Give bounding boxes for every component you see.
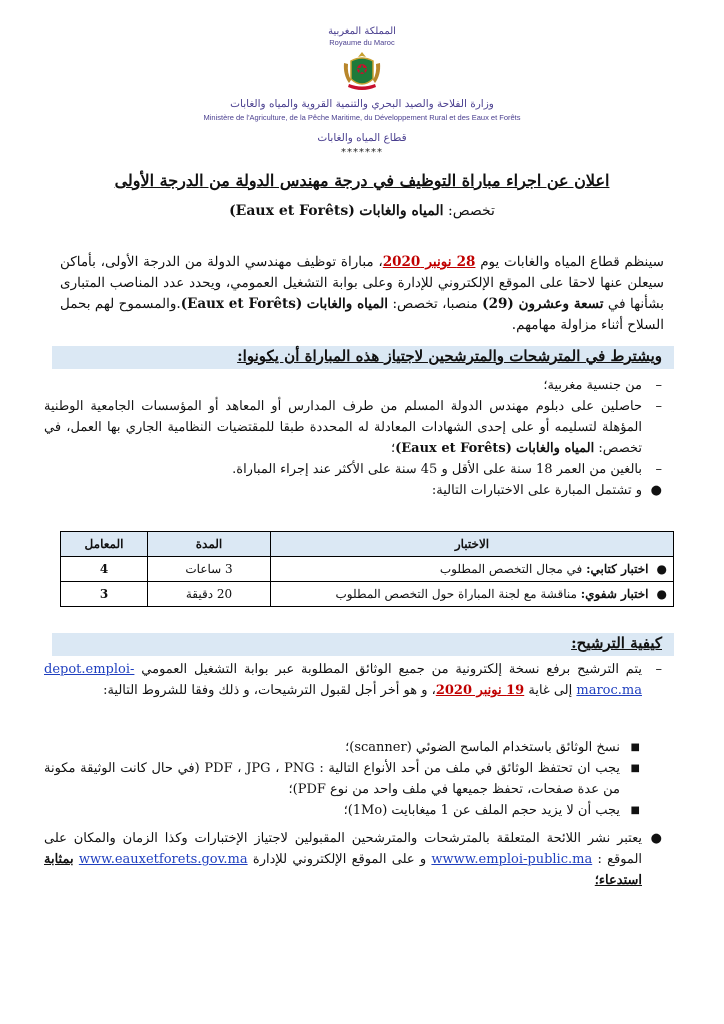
condition-item: – حاصلين على دبلوم مهندس الدولة المسلم من طرف المدارس أو المعاهد أو المؤسسات الجامعية الوطنية المؤهلة لتسليمه أو على إحدى الشهادات المعادلة له المحددة طبقا للمقتضيات النظامية الجاري بها العمل، في تخصص: المياه والغابات (Eaux et Forêts)؛: [44, 399, 662, 456]
application-list: [44, 659, 664, 701]
rule-item: ■ يجب ان تحتفظ الوثائق في ملف من أحد الأنواع التالية : PDF ، JPG ، PNG (في حال كانت الوثيقة مكونة من عدة صفحات، تحفظ جميعها في ملف واحد من نوع PDF)؛: [44, 761, 640, 797]
specialty-line: [0, 203, 724, 219]
deadline-date: 19 نونبر 2020: [435, 683, 525, 698]
sector-name: قطاع المياه والغابات: [317, 132, 407, 144]
application-heading: كيفية الترشيح:: [571, 634, 662, 652]
depot-emploi-link[interactable]: depot.emploi-maroc.ma: [44, 662, 642, 698]
header-duration: المدة: [148, 532, 271, 557]
intro-specialty: المياه والغابات: [306, 296, 389, 312]
table-row: ●اختبار كتابي: في مجال التخصص المطلوب 3 ساعات 4: [61, 557, 674, 582]
ministry-name-arabic: وزارة الفلاحة والصيد البحري والتنمية القروية والمياه والغابات: [230, 98, 494, 110]
rule-item: ■ يجب أن لا يزيد حجم الملف عن 1 ميغابايت (1Mo)؛: [343, 803, 640, 818]
condition-item: – بالغين من العمر 18 سنة على الأقل و 45 سنة على الأكثر عند إجراء المباراة.: [232, 462, 662, 477]
specialty-value: المياه والغابات: [359, 203, 444, 219]
separator-stars: *******: [341, 147, 383, 158]
intro-paragraph: [60, 252, 664, 336]
header-coef: المعامل: [61, 532, 148, 557]
exams-table: [60, 531, 674, 607]
page-title: اعلان عن اجراء مباراة التوظيف في درجة مهندس الدولة من الدرجة الأولى: [114, 171, 610, 190]
eauxetforets-link[interactable]: www.eauxetforets.gov.ma: [78, 852, 248, 867]
positions-count: تسعة وعشرون (29): [482, 296, 604, 312]
publication-list: [44, 828, 664, 891]
application-rules-list: [44, 737, 664, 821]
table-row: ●اختبار شفوي: مناقشة مع لجنة المباراة حول التخصص المطلوب 20 دقيقة 3: [61, 582, 674, 607]
header-exam: الاختبار: [271, 532, 674, 557]
publication-item: ● يعتبر نشر اللائحة المتعلقة بالمترشحات والمترشحين المقبولين لاجتياز الإختبارات وكذا الزمان والمكان على الموقع : wwww.emploi-public.ma و على الموقع الإلكتروني للإدارة www.eauxetforets.gov.ma بمثابة استدعاء؛: [44, 831, 662, 888]
intro-text-4: .والمسموح لهم بحمل السلاح أثناء مزاولة مهامهم.: [60, 296, 664, 333]
emploi-public-link[interactable]: wwww.emploi-public.ma: [431, 852, 593, 867]
table-header-row: [61, 532, 674, 557]
conditions-heading: ويشترط في المترشحات والمترشحين لاجتياز هذه المباراة أن يكونوا:: [237, 347, 662, 365]
application-item: – يتم الترشيح برفع نسخة إلكترونية من جميع الوثائق المطلوبة عبر بوابة التشغيل العمومي depot.emploi-maroc.ma إلى غاية 19 نونبر 2020، و هو أخر أجل لقبول الترشيحات، و ذلك وفقا للشروط التالية:: [44, 662, 662, 698]
intro-text-2: ، مباراة توظيف مهندسي الدولة من الدرجة الأولى، بأماكن سيعلن عنها لاحقا على الموقع الإلكتروني للإدارة وعلى بوابة التشغيل العمومي، ويحدد عدد المناصب المتبارى بشأنها في: [60, 254, 665, 312]
kingdom-name-french: Royaume du Maroc: [329, 38, 395, 47]
condition-item: – من جنسية مغربية؛: [543, 378, 662, 393]
kingdom-name-arabic: المملكة المغربية: [328, 26, 396, 37]
exam-date: 28 نونبر 2020: [382, 254, 476, 270]
intro-text-3: منصبا، تخصص:: [392, 296, 478, 312]
intro-text-1: سينظم قطاع المياه والغابات يوم: [480, 254, 664, 270]
intro-specialty-french: (Eaux et Forêts): [180, 296, 303, 312]
exams-intro: ● و تشتمل المبارة على الاختبارات التالية:: [431, 483, 662, 498]
specialty-label: تخصص:: [447, 203, 495, 219]
specialty-value-french: (Eaux et Forêts): [229, 203, 355, 219]
conditions-list: [44, 375, 664, 501]
ministry-name-french: Ministère de l'Agriculture, de la Pêche Maritime, du Développement Rural et des Eaux et Forêts: [203, 113, 521, 122]
rule-item: ■ نسخ الوثائق باستخدام الماسح الضوئي (scanner)؛: [345, 740, 640, 755]
morocco-emblem-icon: [339, 49, 385, 95]
